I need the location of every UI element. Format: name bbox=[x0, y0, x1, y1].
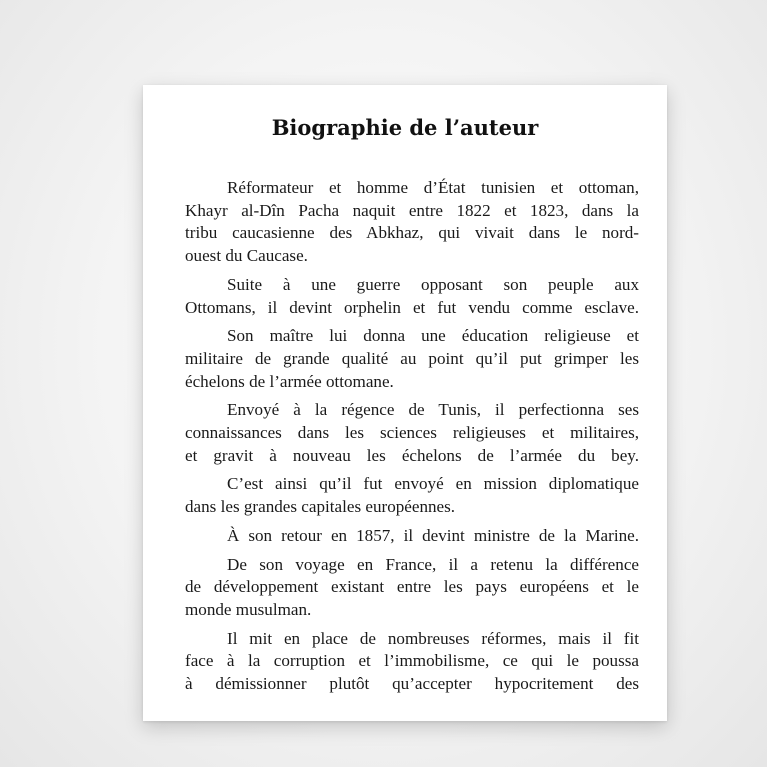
biography-text bbox=[185, 177, 639, 702]
text-line: de développement existant entre les pays européens et le bbox=[185, 577, 639, 597]
text-line: Réformateur et homme d’État tunisien et ottoman, bbox=[227, 178, 639, 197]
text-line: Il mit en place de nombreuses réformes, mais il fit bbox=[227, 628, 639, 648]
paragraph-3 bbox=[185, 325, 639, 393]
text-line: connaissances dans les sciences religieuses et militaires, bbox=[185, 423, 639, 443]
paragraph-1 bbox=[185, 177, 639, 268]
text-line: tribu caucasienne des Abkhaz, qui vivait dans le nord- bbox=[185, 223, 639, 243]
text-line: échelons de l’armée ottomane. bbox=[185, 371, 394, 391]
text-line: Ottomans, il devint orphelin et fut vendu comme esclave. bbox=[185, 297, 639, 317]
text-line: et gravit à nouveau les échelons de l’armée du bey. bbox=[185, 445, 639, 465]
text-line: Son maître lui donna une éducation religieuse et bbox=[227, 326, 639, 346]
paragraph-7 bbox=[185, 554, 639, 622]
paragraph-8 bbox=[185, 628, 639, 696]
text-line: Khayr al-Dîn Pacha naquit entre 1822 et 1823, dans la bbox=[185, 200, 639, 220]
page-title: Biographie de l’auteur bbox=[271, 115, 539, 140]
text-line: À son retour en 1857, il devint ministre de la Marine. bbox=[227, 525, 639, 545]
text-line: Envoyé à la régence de Tunis, il perfectionna ses bbox=[227, 400, 639, 420]
paragraph-5 bbox=[185, 473, 639, 518]
paragraph-6 bbox=[185, 525, 639, 548]
paragraph-4 bbox=[185, 399, 639, 467]
text-line: ouest du Caucase. bbox=[185, 246, 308, 266]
text-line: monde musulman. bbox=[185, 599, 312, 619]
text-line: à démissionner plutôt qu’accepter hypocritement des bbox=[185, 674, 639, 694]
text-line: militaire de grande qualité au point qu’il put grimper les bbox=[185, 348, 639, 368]
text-line: De son voyage en France, il a retenu la différence bbox=[227, 554, 639, 574]
book-page bbox=[143, 85, 667, 721]
text-line: dans les grandes capitales européennes. bbox=[185, 497, 456, 517]
text-line: face à la corruption et l’immobilisme, ce qui le poussa bbox=[185, 651, 639, 671]
paragraph-2 bbox=[185, 274, 639, 319]
text-line: C’est ainsi qu’il fut envoyé en mission diplomatique bbox=[227, 474, 639, 494]
text-line: Suite à une guerre opposant son peuple aux bbox=[227, 274, 639, 294]
